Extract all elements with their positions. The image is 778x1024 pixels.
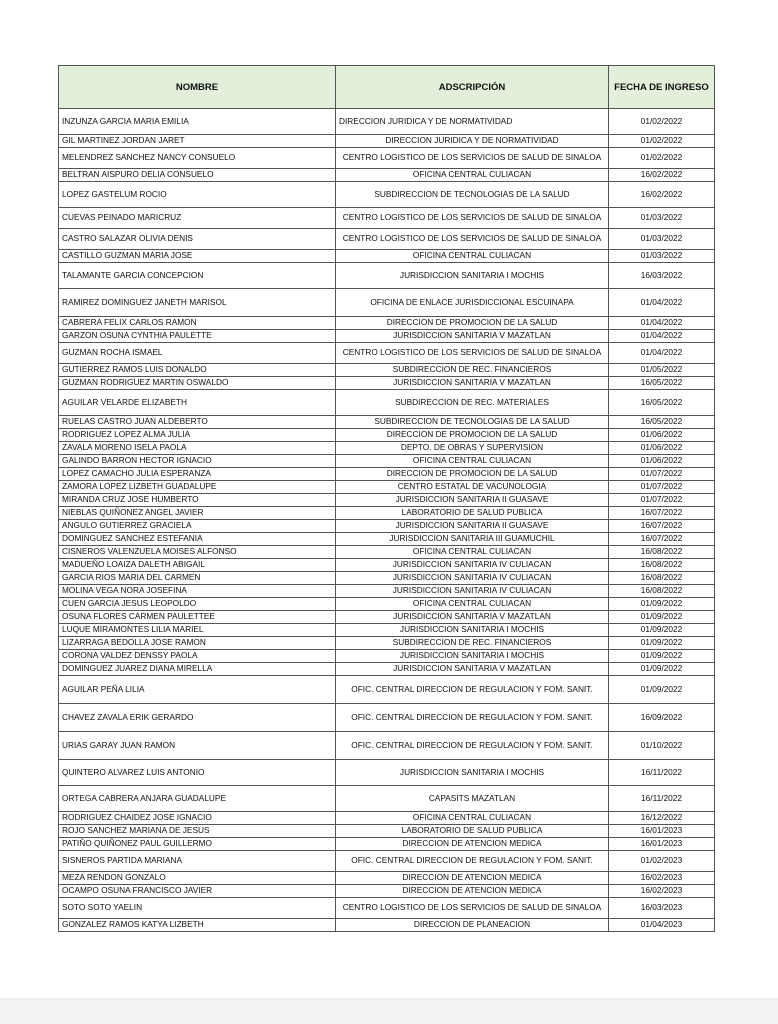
personnel-table <box>58 65 715 932</box>
cell-nombre: MEZA RENDON GONZALO <box>59 872 336 885</box>
cell-adscripcion: JURISDICCION SANITARIA V MAZATLAN <box>336 611 609 624</box>
cell-fecha-ingreso: 01/04/2022 <box>609 343 715 364</box>
cell-fecha-ingreso: 01/07/2022 <box>609 494 715 507</box>
cell-adscripcion: CAPASITS MAZATLAN <box>336 786 609 812</box>
cell-fecha-ingreso: 01/03/2022 <box>609 229 715 250</box>
table-row <box>59 317 715 330</box>
cell-nombre: RUELAS CASTRO JUAN ALDEBERTO <box>59 416 336 429</box>
cell-adscripcion: JURISDICCION SANITARIA II GUASAVE <box>336 494 609 507</box>
cell-fecha-ingreso: 01/06/2022 <box>609 455 715 468</box>
cell-nombre: NIEBLAS QUIÑONEZ ANGEL JAVIER <box>59 507 336 520</box>
cell-adscripcion: OFICINA DE ENLACE JURISDICCIONAL ESCUINAPA <box>336 289 609 317</box>
cell-adscripcion: DIRECCION JURIDICA Y DE NORMATIVIDAD <box>336 109 609 135</box>
cell-fecha-ingreso: 01/04/2022 <box>609 317 715 330</box>
cell-nombre: CUEVAS PEINADO MARICRUZ <box>59 208 336 229</box>
cell-adscripcion: CENTRO LOGISTICO DE LOS SERVICIOS DE SALUD DE SINALOA <box>336 208 609 229</box>
table-row <box>59 182 715 208</box>
cell-nombre: GARZON OSUNA CYNTHIA PAULETTE <box>59 330 336 343</box>
cell-adscripcion: CENTRO LOGISTICO DE LOS SERVICIOS DE SALUD DE SINALOA <box>336 343 609 364</box>
cell-nombre: GIL MARTINEZ JORDAN JARET <box>59 135 336 148</box>
table-row <box>59 786 715 812</box>
cell-adscripcion: OFICINA CENTRAL CULIACAN <box>336 546 609 559</box>
cell-adscripcion: JURISDICCION SANITARIA I MOCHIS <box>336 760 609 786</box>
cell-fecha-ingreso: 01/06/2022 <box>609 442 715 455</box>
cell-fecha-ingreso: 01/09/2022 <box>609 676 715 704</box>
table-row <box>59 650 715 663</box>
cell-adscripcion: DEPTO. DE OBRAS Y SUPERVISION <box>336 442 609 455</box>
cell-fecha-ingreso: 01/09/2022 <box>609 598 715 611</box>
cell-nombre: MOLINA VEGA NORA JOSEFINA <box>59 585 336 598</box>
cell-adscripcion: SUBDIRECCION DE TECNOLOGIAS DE LA SALUD <box>336 182 609 208</box>
cell-nombre: TALAMANTE GARCIA CONCEPCION <box>59 263 336 289</box>
table-row <box>59 676 715 704</box>
table-row <box>59 663 715 676</box>
cell-adscripcion: OFIC. CENTRAL DIRECCION DE REGULACION Y FOM. SANIT. <box>336 676 609 704</box>
cell-nombre: OCAMPO OSUNA FRANCISCO JAVIER <box>59 885 336 898</box>
cell-adscripcion: OFIC. CENTRAL DIRECCION DE REGULACION Y FOM. SANIT. <box>336 851 609 872</box>
cell-nombre: ANGULO GUTIERREZ GRACIELA <box>59 520 336 533</box>
cell-nombre: SOTO SOTO YAELIN <box>59 898 336 919</box>
table-row <box>59 559 715 572</box>
table-row <box>59 169 715 182</box>
cell-adscripcion: JURISDICCION SANITARIA V MAZATLAN <box>336 377 609 390</box>
cell-fecha-ingreso: 16/08/2022 <box>609 572 715 585</box>
cell-nombre: MELENDREZ SANCHEZ NANCY CONSUELO <box>59 148 336 169</box>
table-row <box>59 429 715 442</box>
cell-fecha-ingreso: 16/05/2022 <box>609 390 715 416</box>
cell-nombre: MADUEÑO LOAIZA DALETH ABIGAIL <box>59 559 336 572</box>
table-body <box>59 109 715 932</box>
cell-adscripcion: SUBDIRECCION DE REC. MATERIALES <box>336 390 609 416</box>
cell-nombre: URIAS GARAY JUAN RAMON <box>59 732 336 760</box>
cell-fecha-ingreso: 16/01/2023 <box>609 838 715 851</box>
cell-adscripcion: SUBDIRECCION DE REC. FINANCIEROS <box>336 364 609 377</box>
cell-nombre: RODRIGUEZ CHAIDEZ JOSE IGNACIO <box>59 812 336 825</box>
cell-adscripcion: CENTRO LOGISTICO DE LOS SERVICIOS DE SALUD DE SINALOA <box>336 229 609 250</box>
cell-nombre: AGUILAR VELARDE ELIZABETH <box>59 390 336 416</box>
cell-adscripcion: DIRECCION DE ATENCION MEDICA <box>336 838 609 851</box>
cell-nombre: CORONA VALDEZ DENSSY PAOLA <box>59 650 336 663</box>
cell-adscripcion: DIRECCION DE ATENCION MEDICA <box>336 872 609 885</box>
table-row <box>59 898 715 919</box>
cell-fecha-ingreso: 01/04/2022 <box>609 289 715 317</box>
cell-adscripcion: DIRECCION DE PROMOCION DE LA SALUD <box>336 468 609 481</box>
cell-adscripcion: OFIC. CENTRAL DIRECCION DE REGULACION Y FOM. SANIT. <box>336 704 609 732</box>
cell-nombre: DOMINGUEZ JUAREZ DIANA MIRELLA <box>59 663 336 676</box>
cell-nombre: GONZALEZ RAMOS KATYA LIZBETH <box>59 919 336 932</box>
cell-adscripcion: LABORATORIO DE SALUD PUBLICA <box>336 507 609 520</box>
cell-fecha-ingreso: 16/07/2022 <box>609 520 715 533</box>
table-row <box>59 760 715 786</box>
cell-fecha-ingreso: 01/02/2022 <box>609 148 715 169</box>
cell-fecha-ingreso: 16/01/2023 <box>609 825 715 838</box>
cell-fecha-ingreso: 01/04/2022 <box>609 330 715 343</box>
header-adscripcion: ADSCRIPCIÓN <box>336 66 609 109</box>
cell-fecha-ingreso: 01/07/2022 <box>609 481 715 494</box>
cell-adscripcion: OFICINA CENTRAL CULIACAN <box>336 598 609 611</box>
cell-nombre: GUTIERREZ RAMOS LUIS DONALDO <box>59 364 336 377</box>
cell-adscripcion: JURISDICCION SANITARIA III GUAMUCHIL <box>336 533 609 546</box>
table-row <box>59 919 715 932</box>
table-row <box>59 732 715 760</box>
cell-nombre: ORTEGA CABRERA ANJARA GUADALUPE <box>59 786 336 812</box>
table-row <box>59 343 715 364</box>
cell-adscripcion: CENTRO ESTATAL DE VACUNOLOGIA <box>336 481 609 494</box>
table-row <box>59 148 715 169</box>
table-row <box>59 885 715 898</box>
cell-adscripcion: JURISDICCION SANITARIA IV CULIACAN <box>336 585 609 598</box>
table-row <box>59 812 715 825</box>
cell-fecha-ingreso: 01/09/2022 <box>609 637 715 650</box>
table-row <box>59 208 715 229</box>
cell-fecha-ingreso: 01/07/2022 <box>609 468 715 481</box>
table-row <box>59 637 715 650</box>
cell-nombre: CHAVEZ ZAVALA ERIK GERARDO <box>59 704 336 732</box>
cell-fecha-ingreso: 01/03/2022 <box>609 208 715 229</box>
cell-adscripcion: SUBDIRECCION DE REC. FINANCIEROS <box>336 637 609 650</box>
cell-fecha-ingreso: 01/03/2022 <box>609 250 715 263</box>
cell-nombre: ZAMORA LOPEZ LIZBETH GUADALUPE <box>59 481 336 494</box>
table-row <box>59 838 715 851</box>
table-row <box>59 520 715 533</box>
table-row <box>59 390 715 416</box>
cell-fecha-ingreso: 16/09/2022 <box>609 704 715 732</box>
cell-nombre: CASTILLO GUZMAN MARIA JOSE <box>59 250 336 263</box>
cell-nombre: LOPEZ CAMACHO JULIA ESPERANZA <box>59 468 336 481</box>
cell-fecha-ingreso: 16/08/2022 <box>609 559 715 572</box>
cell-nombre: ROJO SANCHEZ MARIANA DE JESUS <box>59 825 336 838</box>
cell-nombre: SISNEROS PARTIDA MARIANA <box>59 851 336 872</box>
table-row <box>59 481 715 494</box>
cell-adscripcion: OFICINA CENTRAL CULIACAN <box>336 455 609 468</box>
cell-nombre: LOPEZ GASTELUM ROCIO <box>59 182 336 208</box>
table-row <box>59 825 715 838</box>
cell-adscripcion: CENTRO LOGISTICO DE LOS SERVICIOS DE SALUD DE SINALOA <box>336 148 609 169</box>
cell-adscripcion: JURISDICCION SANITARIA IV CULIACAN <box>336 572 609 585</box>
cell-nombre: CUEN GARCIA JESUS LEOPOLDO <box>59 598 336 611</box>
cell-adscripcion: JURISDICCION SANITARIA IV CULIACAN <box>336 559 609 572</box>
cell-adscripcion: JURISDICCION SANITARIA II GUASAVE <box>336 520 609 533</box>
cell-fecha-ingreso: 16/08/2022 <box>609 585 715 598</box>
cell-nombre: ZAVALA MORENO ISELA PAOLA <box>59 442 336 455</box>
cell-adscripcion: CENTRO LOGISTICO DE LOS SERVICIOS DE SALUD DE SINALOA <box>336 898 609 919</box>
cell-fecha-ingreso: 16/08/2022 <box>609 546 715 559</box>
cell-fecha-ingreso: 01/05/2022 <box>609 364 715 377</box>
cell-nombre: DOMINGUEZ SANCHEZ ESTEFANIA <box>59 533 336 546</box>
cell-fecha-ingreso: 16/11/2022 <box>609 786 715 812</box>
cell-adscripcion: DIRECCION DE PLANEACION <box>336 919 609 932</box>
cell-nombre: RAMIREZ DOMINGUEZ JANETH MARISOL <box>59 289 336 317</box>
cell-fecha-ingreso: 01/09/2022 <box>609 663 715 676</box>
table-row <box>59 109 715 135</box>
cell-nombre: GARCIA RIOS MARIA DEL CARMEN <box>59 572 336 585</box>
table-row <box>59 468 715 481</box>
table-row <box>59 624 715 637</box>
cell-fecha-ingreso: 01/06/2022 <box>609 429 715 442</box>
cell-nombre: GUZMAN RODRIGUEZ MARTIN OSWALDO <box>59 377 336 390</box>
cell-fecha-ingreso: 16/03/2023 <box>609 898 715 919</box>
table-row <box>59 598 715 611</box>
cell-fecha-ingreso: 16/02/2022 <box>609 182 715 208</box>
cell-nombre: INZUNZA GARCIA MARIA EMILIA <box>59 109 336 135</box>
cell-fecha-ingreso: 16/03/2022 <box>609 263 715 289</box>
table-header-row <box>59 66 715 109</box>
cell-fecha-ingreso: 16/07/2022 <box>609 533 715 546</box>
cell-fecha-ingreso: 01/09/2022 <box>609 611 715 624</box>
table-row <box>59 546 715 559</box>
cell-fecha-ingreso: 16/05/2022 <box>609 416 715 429</box>
cell-nombre: AGUILAR PEÑA LILIA <box>59 676 336 704</box>
cell-fecha-ingreso: 01/02/2023 <box>609 851 715 872</box>
cell-adscripcion: DIRECCION DE ATENCION MEDICA <box>336 885 609 898</box>
table-row <box>59 585 715 598</box>
table-row <box>59 611 715 624</box>
cell-fecha-ingreso: 16/12/2022 <box>609 812 715 825</box>
cell-nombre: GALINDO BARRON HECTOR IGNACIO <box>59 455 336 468</box>
page-bottom-band <box>0 998 778 1024</box>
cell-adscripcion: DIRECCION DE PROMOCION DE LA SALUD <box>336 429 609 442</box>
cell-fecha-ingreso: 01/02/2022 <box>609 135 715 148</box>
cell-fecha-ingreso: 01/10/2022 <box>609 732 715 760</box>
cell-fecha-ingreso: 16/07/2022 <box>609 507 715 520</box>
cell-adscripcion: LABORATORIO DE SALUD PUBLICA <box>336 825 609 838</box>
cell-fecha-ingreso: 01/09/2022 <box>609 650 715 663</box>
cell-fecha-ingreso: 16/11/2022 <box>609 760 715 786</box>
header-fecha-ingreso: FECHA DE INGRESO <box>609 66 715 109</box>
table-row <box>59 507 715 520</box>
table-row <box>59 135 715 148</box>
cell-nombre: QUINTERO ALVAREZ LUIS ANTONIO <box>59 760 336 786</box>
cell-adscripcion: JURISDICCION SANITARIA I MOCHIS <box>336 263 609 289</box>
cell-fecha-ingreso: 01/04/2023 <box>609 919 715 932</box>
cell-nombre: RODRIGUEZ LOPEZ ALMA JULIA <box>59 429 336 442</box>
cell-fecha-ingreso: 16/05/2022 <box>609 377 715 390</box>
cell-adscripcion: DIRECCION DE PROMOCION DE LA SALUD <box>336 317 609 330</box>
table-row <box>59 250 715 263</box>
table-row <box>59 416 715 429</box>
cell-nombre: GUZMAN ROCHA ISMAEL <box>59 343 336 364</box>
cell-adscripcion: DIRECCION JURIDICA Y DE NORMATIVIDAD <box>336 135 609 148</box>
cell-fecha-ingreso: 16/02/2023 <box>609 885 715 898</box>
table-row <box>59 364 715 377</box>
cell-fecha-ingreso: 01/02/2022 <box>609 109 715 135</box>
cell-fecha-ingreso: 01/09/2022 <box>609 624 715 637</box>
cell-adscripcion: OFIC. CENTRAL DIRECCION DE REGULACION Y FOM. SANIT. <box>336 732 609 760</box>
cell-adscripcion: SUBDIRECCION DE TECNOLOGIAS DE LA SALUD <box>336 416 609 429</box>
table-row <box>59 872 715 885</box>
table-row <box>59 704 715 732</box>
table-row <box>59 442 715 455</box>
table-row <box>59 289 715 317</box>
cell-adscripcion: OFICINA CENTRAL CULIACAN <box>336 169 609 182</box>
table-row <box>59 377 715 390</box>
cell-fecha-ingreso: 16/02/2022 <box>609 169 715 182</box>
table-row <box>59 572 715 585</box>
cell-nombre: MIRANDA CRUZ JOSE HUMBERTO <box>59 494 336 507</box>
cell-adscripcion: JURISDICCION SANITARIA I MOCHIS <box>336 624 609 637</box>
cell-adscripcion: OFICINA CENTRAL CULIACAN <box>336 812 609 825</box>
cell-adscripcion: JURISDICCION SANITARIA V MAZATLAN <box>336 663 609 676</box>
table-row <box>59 494 715 507</box>
header-nombre: NOMBRE <box>59 66 336 109</box>
cell-nombre: BELTRAN AISPURO DELIA CONSUELO <box>59 169 336 182</box>
cell-adscripcion: OFICINA CENTRAL CULIACAN <box>336 250 609 263</box>
cell-nombre: CABRERA FELIX CARLOS RAMON <box>59 317 336 330</box>
table-row <box>59 229 715 250</box>
cell-nombre: OSUNA FLORES CARMEN PAULETTEE <box>59 611 336 624</box>
cell-fecha-ingreso: 16/02/2023 <box>609 872 715 885</box>
cell-adscripcion: JURISDICCION SANITARIA I MOCHIS <box>336 650 609 663</box>
table-row <box>59 330 715 343</box>
table-row <box>59 455 715 468</box>
cell-nombre: CISNEROS VALENZUELA MOISES ALFONSO <box>59 546 336 559</box>
table-row <box>59 851 715 872</box>
cell-nombre: CASTRO SALAZAR OLIVIA DENIS <box>59 229 336 250</box>
cell-nombre: PATIÑO QUIÑONEZ PAUL GUILLERMO <box>59 838 336 851</box>
cell-adscripcion: JURISDICCION SANITARIA V MAZATLAN <box>336 330 609 343</box>
cell-nombre: LIZARRAGA BEDOLLA JOSE RAMON <box>59 637 336 650</box>
cell-nombre: LUQUE MIRAMONTES LILIA MARIEL <box>59 624 336 637</box>
table-row <box>59 533 715 546</box>
table-row <box>59 263 715 289</box>
